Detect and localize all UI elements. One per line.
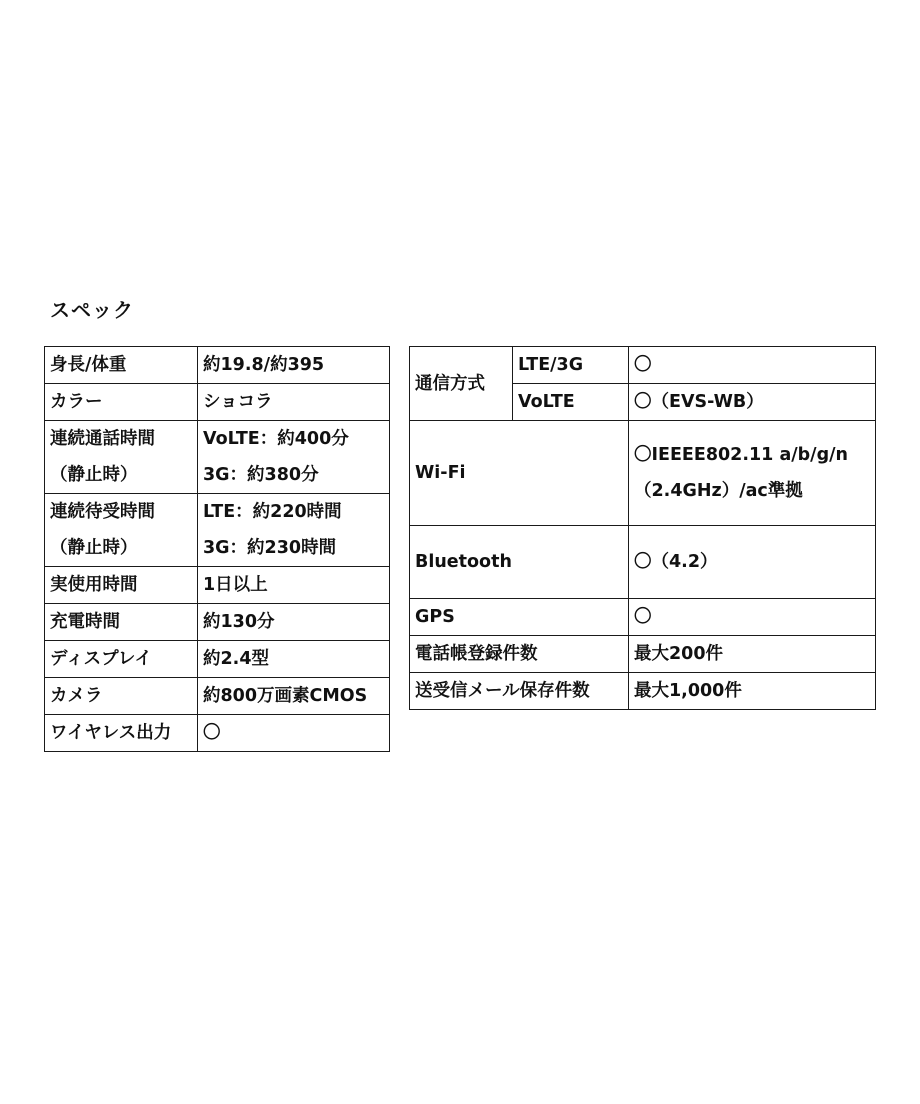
spec-label — [45, 421, 198, 494]
table-row — [410, 636, 876, 673]
spec-value: 〇（4.2） — [629, 526, 876, 599]
spec-label-line: （静止時） — [50, 465, 138, 485]
table-row — [45, 421, 390, 494]
table-row — [410, 599, 876, 636]
spec-value — [629, 421, 876, 526]
spec-label: 送受信メール保存件数 — [410, 673, 629, 710]
spec-label-line: 連続通話時間 — [50, 429, 155, 449]
spec-value-line: 3G：約230時間 — [203, 538, 337, 558]
table-row — [45, 347, 390, 384]
table-row — [45, 604, 390, 641]
spec-label: Bluetooth — [410, 526, 629, 599]
spec-label: 通信方式 — [410, 347, 513, 421]
spec-value-line: 〇IEEEE802.11 a/b/g/n — [634, 445, 848, 465]
table-row — [45, 384, 390, 421]
spec-sublabel: LTE/3G — [513, 347, 629, 384]
page-title: スペック — [50, 298, 134, 322]
spec-value-line: VoLTE：約400分 — [203, 429, 349, 449]
spec-label: カメラ — [45, 678, 198, 715]
table-row — [45, 641, 390, 678]
spec-value: 〇（EVS-WB） — [629, 384, 876, 421]
spec-label: 実使用時間 — [45, 567, 198, 604]
spec-label: ワイヤレス出力 — [45, 715, 198, 752]
spec-value: 〇 — [198, 715, 390, 752]
table-row — [45, 715, 390, 752]
spec-value: 〇 — [629, 599, 876, 636]
table-row — [410, 421, 876, 526]
spec-label-line: （静止時） — [50, 538, 138, 558]
spec-value: 最大200件 — [629, 636, 876, 673]
spec-label: ディスプレイ — [45, 641, 198, 678]
spec-value: 約800万画素CMOS — [198, 678, 390, 715]
spec-value: 約19.8/約395 — [198, 347, 390, 384]
spec-value — [198, 421, 390, 494]
table-row — [45, 678, 390, 715]
spec-value: 1日以上 — [198, 567, 390, 604]
spec-value — [198, 494, 390, 567]
table-row — [410, 526, 876, 599]
spec-label: カラー — [45, 384, 198, 421]
spec-label: 電話帳登録件数 — [410, 636, 629, 673]
spec-value-line: （2.4GHz）/ac準拠 — [634, 481, 803, 501]
spec-value: 約2.4型 — [198, 641, 390, 678]
spec-value: 〇 — [629, 347, 876, 384]
spec-sublabel: VoLTE — [513, 384, 629, 421]
spec-value: 最大1,000件 — [629, 673, 876, 710]
spec-label: GPS — [410, 599, 629, 636]
table-row — [45, 494, 390, 567]
table-row — [410, 673, 876, 710]
spec-label — [45, 494, 198, 567]
spec-value: ショコラ — [198, 384, 390, 421]
spec-table-right — [409, 346, 876, 710]
spec-value: 約130分 — [198, 604, 390, 641]
spec-label-line: 連続待受時間 — [50, 502, 155, 522]
table-row — [410, 347, 876, 384]
spec-label: 身長/体重 — [45, 347, 198, 384]
table-row — [45, 567, 390, 604]
spec-label: Wi-Fi — [410, 421, 629, 526]
spec-label: 充電時間 — [45, 604, 198, 641]
spec-table-left — [44, 346, 390, 752]
spec-value-line: LTE：約220時間 — [203, 502, 342, 522]
spec-value-line: 3G：約380分 — [203, 465, 319, 485]
